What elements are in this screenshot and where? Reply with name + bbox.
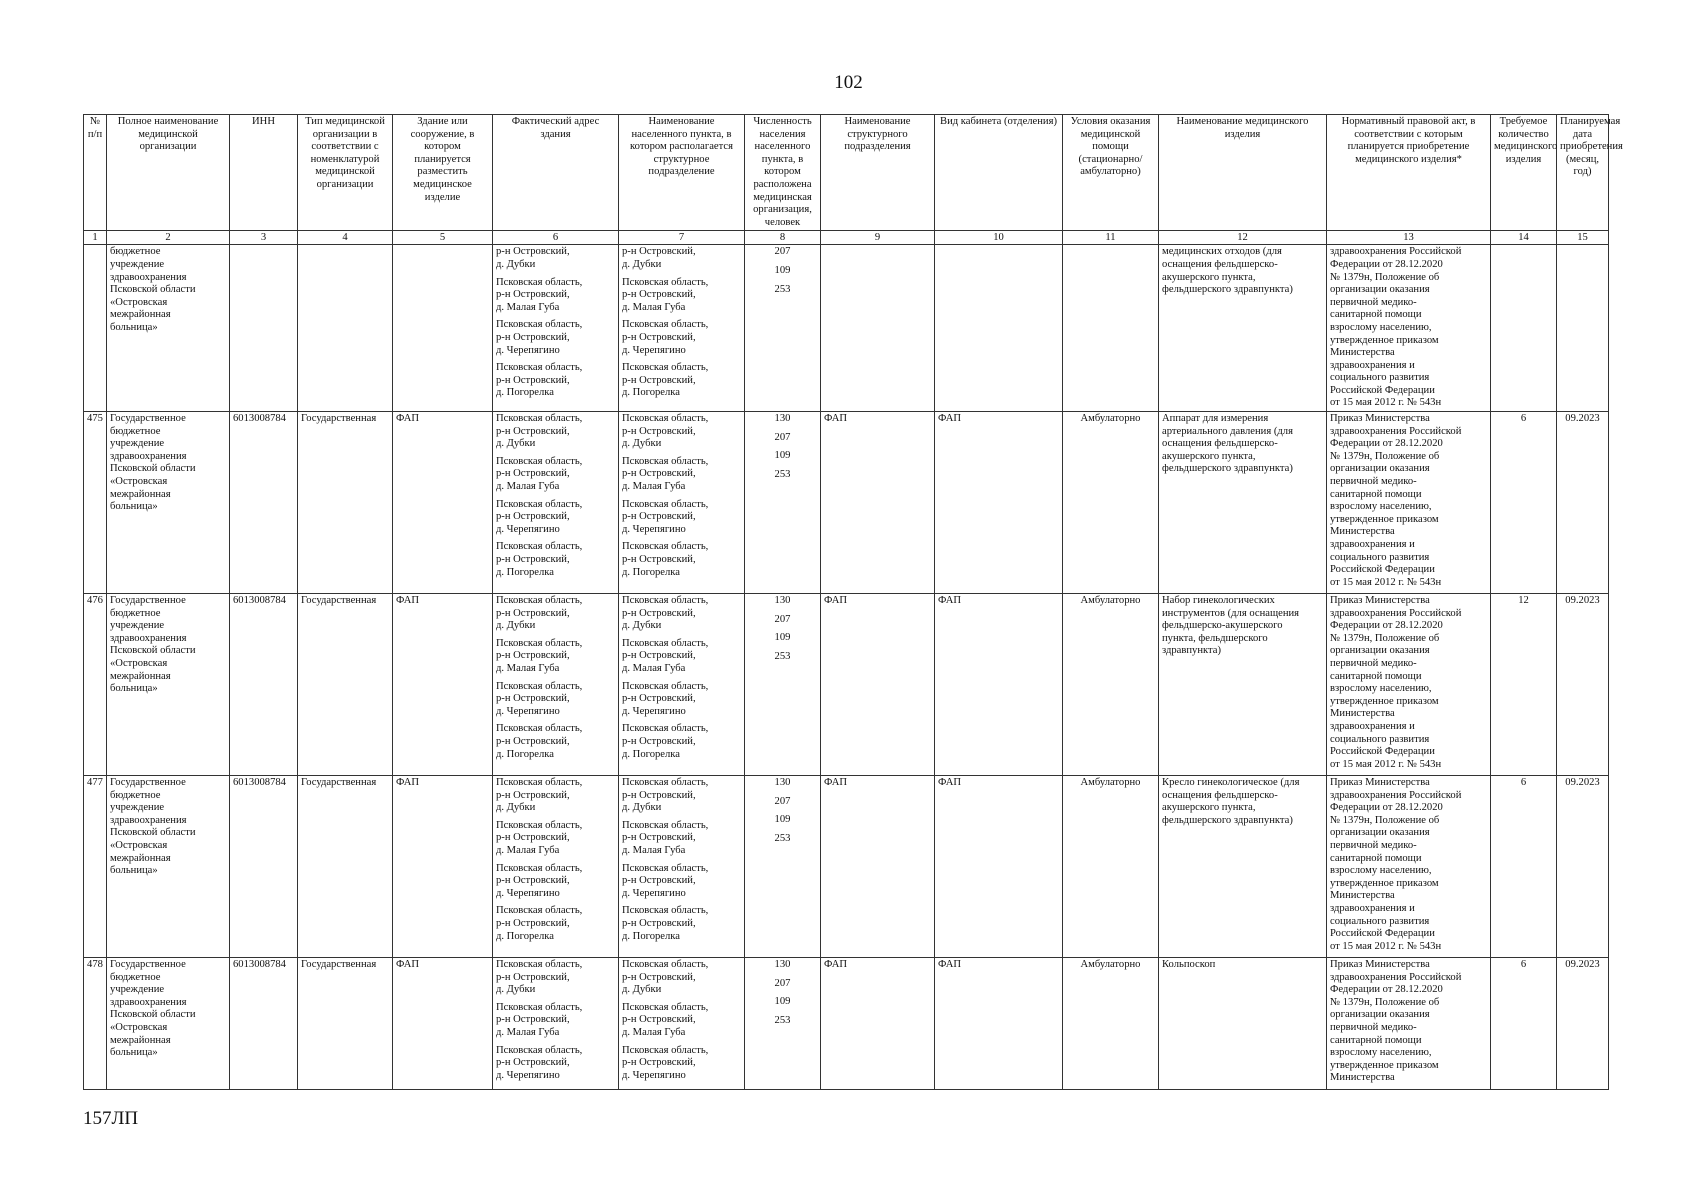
address: Псковская область, р-н Островский, д. Дубки xyxy=(496,413,583,450)
address: Псковская область, р-н Островский, д. Малая Губа xyxy=(496,276,583,313)
structural-unit: ФАП xyxy=(821,776,935,958)
address-cell xyxy=(493,245,619,412)
care-conditions: Амбулаторно xyxy=(1063,594,1159,776)
address: Псковская область, р-н Островский, д. Дубки xyxy=(496,777,583,814)
population: 253 xyxy=(774,650,791,662)
table-row xyxy=(84,776,1609,958)
population: 207 xyxy=(774,613,791,625)
settlement: Псковская область, р-н Островский, д. Черепягино xyxy=(622,319,709,356)
table-row xyxy=(84,958,1609,1090)
population: 130 xyxy=(774,595,791,607)
building: ФАП xyxy=(393,594,493,776)
settlement: р-н Островский, д. Дубки xyxy=(622,246,696,270)
date-cell xyxy=(1557,245,1609,412)
purchase-date: 09.2023 xyxy=(1557,958,1609,1090)
purchase-date: 09.2023 xyxy=(1557,594,1609,776)
population: 109 xyxy=(774,632,791,644)
type-cell xyxy=(298,245,393,412)
column-number: 7 xyxy=(619,231,745,245)
settlement: Псковская область, р-н Островский, д. Дубки xyxy=(622,413,709,450)
address-cell xyxy=(493,594,619,776)
row-number-cell xyxy=(84,245,107,412)
population-cell xyxy=(745,776,821,958)
settlement: Псковская область, р-н Островский, д. Малая Губа xyxy=(622,276,709,313)
row-number: 475 xyxy=(84,412,107,594)
address-cell xyxy=(493,412,619,594)
device-name: Аппарат для измерения артериального давления (для оснащения фельдшерско- акушерского пункта, фельдшерского здравпункта) xyxy=(1159,412,1327,594)
population: 207 xyxy=(774,795,791,807)
row-number: 476 xyxy=(84,594,107,776)
device-name: Кольпоскоп xyxy=(1159,958,1327,1090)
org-type: Государственная xyxy=(298,412,393,594)
settlement-cell xyxy=(619,245,745,412)
address: Псковская область, р-н Островский, д. Черепягино xyxy=(496,862,583,899)
population-cell xyxy=(745,958,821,1090)
address: Псковская область, р-н Островский, д. Погорелка xyxy=(496,905,583,942)
column-number: 13 xyxy=(1327,231,1491,245)
care-conditions: Амбулаторно xyxy=(1063,776,1159,958)
address-cell xyxy=(493,776,619,958)
address: Псковская область, р-н Островский, д. Черепягино xyxy=(496,319,583,356)
column-header: № п/п xyxy=(84,115,107,231)
purchase-date: 09.2023 xyxy=(1557,412,1609,594)
population: 207 xyxy=(774,431,791,443)
quantity: 6 xyxy=(1491,958,1557,1090)
population: 253 xyxy=(774,832,791,844)
settlement: Псковская область, р-н Островский, д. Погорелка xyxy=(622,905,709,942)
quantity: 6 xyxy=(1491,776,1557,958)
column-number: 12 xyxy=(1159,231,1327,245)
address: Псковская область, р-н Островский, д. Черепягино xyxy=(496,498,583,535)
address-cell xyxy=(493,958,619,1090)
settlement: Псковская область, р-н Островский, д. Погорелка xyxy=(622,541,709,578)
table-row xyxy=(84,412,1609,594)
structural-unit: ФАП xyxy=(821,412,935,594)
settlement-cell xyxy=(619,776,745,958)
population: 109 xyxy=(774,450,791,462)
population: 253 xyxy=(774,1014,791,1026)
settlement: Псковская область, р-н Островский, д. Погорелка xyxy=(622,723,709,760)
legal-act: Приказ Министерства здравоохранения Российской Федерации от 28.12.2020 № 1379н, Положение об организации оказания первичной медико- санитарной помощи взрослому населению, утвержденное приказом Министерства здравоохранения и социального развития Российской Федерации от 15 мая 2012 г. № 543н xyxy=(1327,776,1491,958)
table-body xyxy=(84,245,1609,1090)
column-number: 15 xyxy=(1557,231,1609,245)
equipment-table xyxy=(83,114,1623,1090)
column-header: Тип медицинской организации в соответствии с номенклатурой медицинской организации xyxy=(298,115,393,231)
address: Псковская область, р-н Островский, д. Черепягино xyxy=(496,1044,583,1081)
column-header: Наименование медицинского изделия xyxy=(1159,115,1327,231)
cabinet-type: ФАП xyxy=(935,412,1063,594)
population-cell xyxy=(745,245,821,412)
page-number: 102 xyxy=(834,72,863,93)
footer-code: 157ЛП xyxy=(83,1108,139,1129)
building: ФАП xyxy=(393,412,493,594)
population: 109 xyxy=(774,814,791,826)
column-number: 8 xyxy=(745,231,821,245)
org-type: Государственная xyxy=(298,776,393,958)
building: ФАП xyxy=(393,776,493,958)
column-number: 11 xyxy=(1063,231,1159,245)
device-name: медицинских отходов (для оснащения фельдшерско- акушерского пункта, фельдшерского здравпункта) xyxy=(1159,245,1327,412)
population: 207 xyxy=(774,246,791,258)
legal-act: Приказ Министерства здравоохранения Российской Федерации от 28.12.2020 № 1379н, Положение об организации оказания первичной медико- санитарной помощи взрослому населению, утвержденное приказом Министерства xyxy=(1327,958,1491,1090)
column-header: Наименование населенного пункта, в котором располагается структурное подразделение xyxy=(619,115,745,231)
settlement-cell xyxy=(619,412,745,594)
address: Псковская область, р-н Островский, д. Малая Губа xyxy=(496,637,583,675)
population: 253 xyxy=(774,283,791,295)
column-header: Требуемое количество медицинского изделия xyxy=(1491,115,1557,231)
population: 130 xyxy=(774,413,791,425)
cabinet-cell xyxy=(935,245,1063,412)
column-header: Условия оказания медицинской помощи (стационарно/ амбулаторно) xyxy=(1063,115,1159,231)
org-name: Государственное бюджетное учреждение здравоохранения Псковской области «Островская межрайонная больница» xyxy=(107,958,230,1090)
building: ФАП xyxy=(393,958,493,1090)
settlement: Псковская область, р-н Островский, д. Дубки xyxy=(622,959,709,996)
settlement-cell xyxy=(619,594,745,776)
address: Псковская область, р-н Островский, д. Дубки xyxy=(496,959,583,996)
column-header: Фактический адрес здания xyxy=(493,115,619,231)
legal-act: здравоохранения Российской Федерации от 28.12.2020 № 1379н, Положение об организации оказания первичной медико- санитарной помощи взрослому населению, утвержденное приказом Министерства здравоохранения и социального развития Российской Федерации от 15 мая 2012 г. № 543н xyxy=(1327,245,1491,412)
population-cell xyxy=(745,594,821,776)
purchase-date: 09.2023 xyxy=(1557,776,1609,958)
column-number-row xyxy=(84,231,1609,245)
settlement: Псковская область, р-н Островский, д. Дубки xyxy=(622,595,709,632)
column-number: 2 xyxy=(107,231,230,245)
continuation-row xyxy=(84,245,1609,412)
settlement: Псковская область, р-н Островский, д. Малая Губа xyxy=(622,455,709,493)
settlement: Псковская область, р-н Островский, д. Дубки xyxy=(622,777,709,814)
address: Псковская область, р-н Островский, д. Дубки xyxy=(496,595,583,632)
column-number: 6 xyxy=(493,231,619,245)
cabinet-type: ФАП xyxy=(935,594,1063,776)
inn: 6013008784 xyxy=(230,958,298,1090)
column-number: 5 xyxy=(393,231,493,245)
row-number: 477 xyxy=(84,776,107,958)
population: 130 xyxy=(774,959,791,971)
population: 253 xyxy=(774,468,791,480)
column-header: ИНН xyxy=(230,115,298,231)
row-number: 478 xyxy=(84,958,107,1090)
column-header: Численность населения населенного пункта, в котором расположена медицинская организация, человек xyxy=(745,115,821,231)
inn: 6013008784 xyxy=(230,776,298,958)
column-number: 14 xyxy=(1491,231,1557,245)
column-header: Здание или сооружение, в котором планируется разместить медицинское изделие xyxy=(393,115,493,231)
settlement-cell xyxy=(619,958,745,1090)
device-name: Набор гинекологических инструментов (для оснащения фельдшерско-акушерского пункта, фельдшерского здравпункта) xyxy=(1159,594,1327,776)
building-cell xyxy=(393,245,493,412)
device-name: Кресло гинекологическое (для оснащения фельдшерско- акушерского пункта, фельдшерского здравпункта) xyxy=(1159,776,1327,958)
settlement: Псковская область, р-н Островский, д. Черепягино xyxy=(622,1044,709,1081)
column-header: Планируемая дата приобретения (месяц, год) xyxy=(1557,115,1609,231)
column-number: 9 xyxy=(821,231,935,245)
population: 130 xyxy=(774,777,791,789)
inn: 6013008784 xyxy=(230,594,298,776)
column-header: Наименование структурного подразделения xyxy=(821,115,935,231)
table-row xyxy=(84,594,1609,776)
cabinet-type: ФАП xyxy=(935,958,1063,1090)
column-number: 4 xyxy=(298,231,393,245)
column-number: 10 xyxy=(935,231,1063,245)
header-row xyxy=(84,115,1609,231)
settlement: Псковская область, р-н Островский, д. Погорелка xyxy=(622,362,709,399)
structural-unit: ФАП xyxy=(821,958,935,1090)
structural-unit: ФАП xyxy=(821,594,935,776)
settlement: Псковская область, р-н Островский, д. Черепягино xyxy=(622,862,709,899)
org-type: Государственная xyxy=(298,958,393,1090)
org-type: Государственная xyxy=(298,594,393,776)
address: Псковская область, р-н Островский, д. Малая Губа xyxy=(496,819,583,857)
column-number: 1 xyxy=(84,231,107,245)
org-name: Государственное бюджетное учреждение здравоохранения Псковской области «Островская межрайонная больница» xyxy=(107,776,230,958)
population: 207 xyxy=(774,977,791,989)
settlement: Псковская область, р-н Островский, д. Малая Губа xyxy=(622,1001,709,1039)
column-number: 3 xyxy=(230,231,298,245)
population-cell xyxy=(745,412,821,594)
inn-cell xyxy=(230,245,298,412)
qty-cell xyxy=(1491,245,1557,412)
column-header: Вид кабинета (отделения) xyxy=(935,115,1063,231)
legal-act: Приказ Министерства здравоохранения Российской Федерации от 28.12.2020 № 1379н, Положение об организации оказания первичной медико- санитарной помощи взрослому населению, утвержденное приказом Министерства здравоохранения и социального развития Российской Федерации от 15 мая 2012 г. № 543н xyxy=(1327,594,1491,776)
inn: 6013008784 xyxy=(230,412,298,594)
org-name: Государственное бюджетное учреждение здравоохранения Псковской области «Островская межрайонная больница» xyxy=(107,594,230,776)
settlement: Псковская область, р-н Островский, д. Черепягино xyxy=(622,498,709,535)
column-header: Полное наименование медицинской организации xyxy=(107,115,230,231)
quantity: 6 xyxy=(1491,412,1557,594)
address: Псковская область, р-н Островский, д. Малая Губа xyxy=(496,455,583,493)
column-header: Нормативный правовой акт, в соответствии с которым планируется приобретение медицинского изделия* xyxy=(1327,115,1491,231)
org-name: бюджетное учреждение здравоохранения Псковской области «Островская межрайонная больница» xyxy=(107,245,230,412)
address: р-н Островский, д. Дубки xyxy=(496,246,570,270)
address: Псковская область, р-н Островский, д. Малая Губа xyxy=(496,1001,583,1039)
quantity: 12 xyxy=(1491,594,1557,776)
conditions-cell xyxy=(1063,245,1159,412)
care-conditions: Амбулаторно xyxy=(1063,412,1159,594)
population: 109 xyxy=(774,996,791,1008)
address: Псковская область, р-н Островский, д. Погорелка xyxy=(496,362,583,399)
org-name: Государственное бюджетное учреждение здравоохранения Псковской области «Островская межрайонная больница» xyxy=(107,412,230,594)
address: Псковская область, р-н Островский, д. Погорелка xyxy=(496,541,583,578)
address: Псковская область, р-н Островский, д. Черепягино xyxy=(496,680,583,717)
address: Псковская область, р-н Островский, д. Погорелка xyxy=(496,723,583,760)
settlement: Псковская область, р-н Островский, д. Малая Губа xyxy=(622,819,709,857)
legal-act: Приказ Министерства здравоохранения Российской Федерации от 28.12.2020 № 1379н, Положение об организации оказания первичной медико- санитарной помощи взрослому населению, утвержденное приказом Министерства здравоохранения и социального развития Российской Федерации от 15 мая 2012 г. № 543н xyxy=(1327,412,1491,594)
unit-cell xyxy=(821,245,935,412)
population: 109 xyxy=(774,264,791,276)
settlement: Псковская область, р-н Островский, д. Черепягино xyxy=(622,680,709,717)
settlement: Псковская область, р-н Островский, д. Малая Губа xyxy=(622,637,709,675)
cabinet-type: ФАП xyxy=(935,776,1063,958)
care-conditions: Амбулаторно xyxy=(1063,958,1159,1090)
